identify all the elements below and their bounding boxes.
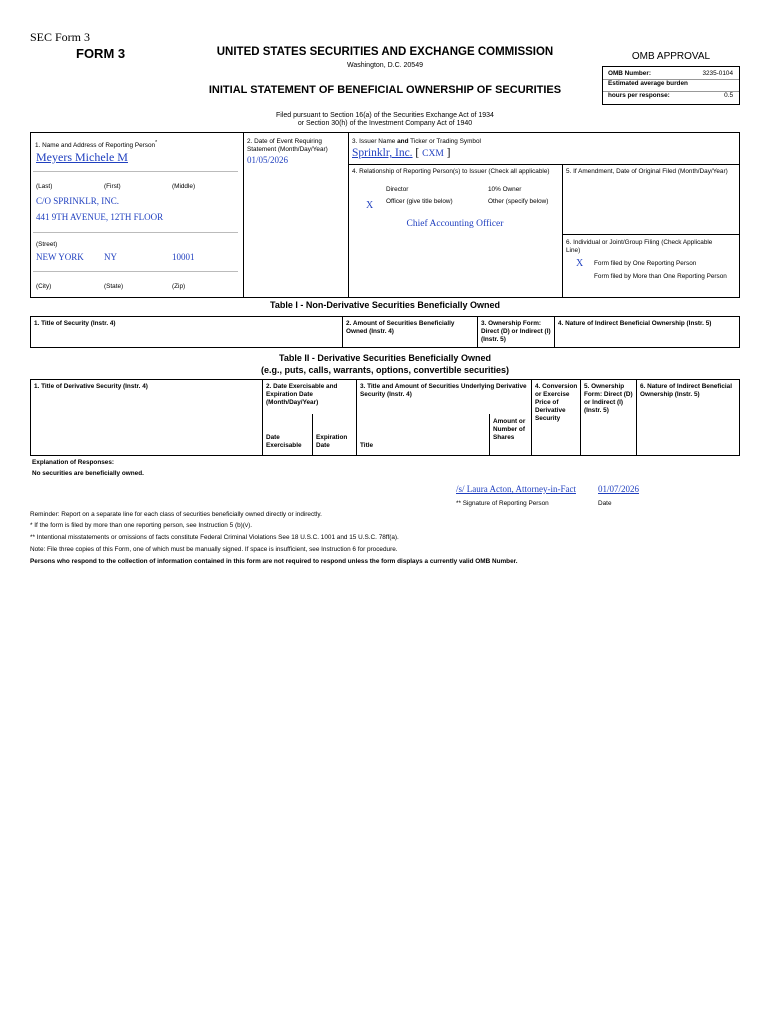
last-name-label: (Last) <box>36 183 53 190</box>
table2-subtitle: (e.g., puts, calls, warrants, options, convertible securities) <box>260 365 510 375</box>
officer-label: Officer (give title below) <box>386 198 453 205</box>
box3-label-post: Ticker or Trading Symbol <box>408 138 481 145</box>
table1-title: Table I - Non-Derivative Securities Beneficially Owned <box>270 300 500 310</box>
table1-col2: 2. Amount of Securities Beneficially Owned (Instr. 4) <box>346 320 455 335</box>
omb-hours-label: hours per response: <box>608 92 670 99</box>
footer-instruction: * If the form is filed by more than one reporting person, see Instruction 5 (b)(v). <box>30 522 252 529</box>
box1-label-text: 1. Name and Address of Reporting Person <box>35 142 156 150</box>
zip-label: (Zip) <box>172 283 186 290</box>
box4-label: 4. Relationship of Reporting Person(s) to Issuer (Check all applicable) <box>352 168 550 175</box>
filed-pursuant-line2: or Section 30(h) of the Investment Company Act of 1940 <box>297 120 473 127</box>
omb-approval-title: OMB APPROVAL <box>631 51 711 62</box>
box3-label-pre: 3. Issuer Name <box>352 138 398 145</box>
ticker-bracket-open: [ <box>415 147 420 159</box>
box5-label: 5. If Amendment, Date of Original Filed (Month/Day/Year) <box>566 168 728 175</box>
table1-col1: 1. Title of Security (Instr. 4) <box>34 320 116 327</box>
more-person-label: Form filed by More than One Reporting Person <box>594 273 727 280</box>
omb-hours-value: 0.5 <box>724 92 733 99</box>
signature-date-label: Date <box>598 500 612 507</box>
director-label: Director <box>386 186 409 193</box>
state-label: (State) <box>104 283 124 290</box>
ticker-symbol: CXM <box>422 149 444 159</box>
ten-percent-owner-label: 10% Owner <box>488 186 522 193</box>
other-label: Other (specify below) <box>488 198 549 205</box>
table2-title: Table II - Derivative Securities Beneficially Owned <box>279 353 491 363</box>
box3-label <box>352 138 481 146</box>
box1-asterisk: * <box>155 140 158 146</box>
middle-name-label: (Middle) <box>172 183 196 190</box>
commission-location: Washington, D.C. 20549 <box>346 62 423 69</box>
omb-burden-label: Estimated average burden <box>608 80 688 87</box>
first-name-label: (First) <box>104 183 121 190</box>
table2-col3: 3. Title and Amount of Securities Underlying Derivative Security (Instr. 4) <box>360 383 527 398</box>
table1-col3: 3. Ownership Form: Direct (D) or Indirect (I) (Instr. 5) <box>481 320 551 343</box>
footer-violations: ** Intentional misstatements or omissions of facts constitute Federal Criminal Violations See 18 U.S.C. 1001 and 15 U.S.C. 78ff(a). <box>30 534 399 541</box>
form-title: FORM 3 <box>76 46 126 61</box>
officer-title-value: Chief Accounting Officer <box>406 219 504 229</box>
box6-label: 6. Individual or Joint/Group Filing (Check Applicable Line) <box>566 239 713 254</box>
table2-sub-title: Title <box>360 442 374 449</box>
street-label: (Street) <box>36 241 58 248</box>
table2-sub-expiration-date: Expiration Date <box>316 434 348 449</box>
omb-number-label: OMB Number: <box>608 70 651 77</box>
table2-col6: 6. Nature of Indirect Beneficial Ownership (Instr. 5) <box>640 383 732 398</box>
issuer-line <box>352 147 451 159</box>
statement-title: INITIAL STATEMENT OF BENEFICIAL OWNERSHIP OF SECURITIES <box>208 84 562 96</box>
reporting-person-name[interactable]: Meyers Michele M <box>36 150 128 164</box>
table2-col5: 5. Ownership Form: Direct (D) or Indirect (I) (Instr. 5) <box>584 383 633 414</box>
omb-approval-box <box>602 66 740 105</box>
one-person-label: Form filed by One Reporting Person <box>594 260 697 267</box>
address-line2: 441 9TH AVENUE, 12TH FLOOR <box>36 212 164 222</box>
table2-sub-date-exercisable: Date Exercisable <box>266 434 302 449</box>
signature-value[interactable]: /s/ Laura Acton, Attorney-in-Fact <box>456 484 576 494</box>
issuer-name[interactable]: Sprinklr, Inc. <box>352 147 413 159</box>
ticker-bracket-close: ] <box>446 147 451 159</box>
signature-label: ** Signature of Reporting Person <box>456 500 549 507</box>
box1-label <box>35 139 157 150</box>
footer-reminder: Reminder: Report on a separate line for each class of securities beneficially owned directly or indirectly. <box>30 511 322 518</box>
signature-date-value: 01/07/2026 <box>598 484 640 494</box>
table2-col4: 4. Conversion or Exercise Price of Derivative Security <box>535 383 578 422</box>
explanation-heading: Explanation of Responses: <box>32 459 115 466</box>
one-person-checkbox-mark[interactable]: X <box>576 258 584 269</box>
commission-title: UNITED STATES SECURITIES AND EXCHANGE COMMISSION <box>216 46 554 58</box>
city-label: (City) <box>36 283 52 290</box>
footer-note: Note: File three copies of this Form, one of which must be manually signed. If space is insufficient, see Instruction 6 for procedure. <box>30 546 398 553</box>
table2-col2: 2. Date Exercisable and Expiration Date (Month/Day/Year) <box>266 383 338 406</box>
state-value: NY <box>104 252 117 262</box>
address-line1: C/O SPRINKLR, INC. <box>36 196 120 206</box>
footer-omb-notice: Persons who respond to the collection of information contained in this form are not required to respond unless the form displays a currently valid OMB Number. <box>30 558 518 565</box>
sec-form-id: SEC Form 3 <box>30 30 91 44</box>
box2-label: 2. Date of Event Requiring Statement (Month/Day/Year) <box>247 138 328 153</box>
omb-number-value: 3235-0104 <box>702 70 733 77</box>
officer-checkbox-mark[interactable]: X <box>366 200 374 211</box>
filed-pursuant-line1: Filed pursuant to Section 16(a) of the Securities Exchange Act of 1934 <box>276 112 494 119</box>
event-date-value: 01/05/2026 <box>247 155 289 165</box>
table1-col4: 4. Nature of Indirect Beneficial Ownership (Instr. 5) <box>558 320 712 327</box>
city-value: NEW YORK <box>36 252 84 262</box>
table2-sub-amount: Amount or Number of Shares <box>493 418 526 441</box>
box3-label-and: and <box>397 138 409 145</box>
table2-col1: 1. Title of Derivative Security (Instr. 4) <box>34 383 148 390</box>
explanation-text: No securities are beneficially owned. <box>32 470 144 477</box>
zip-value: 10001 <box>172 252 195 262</box>
